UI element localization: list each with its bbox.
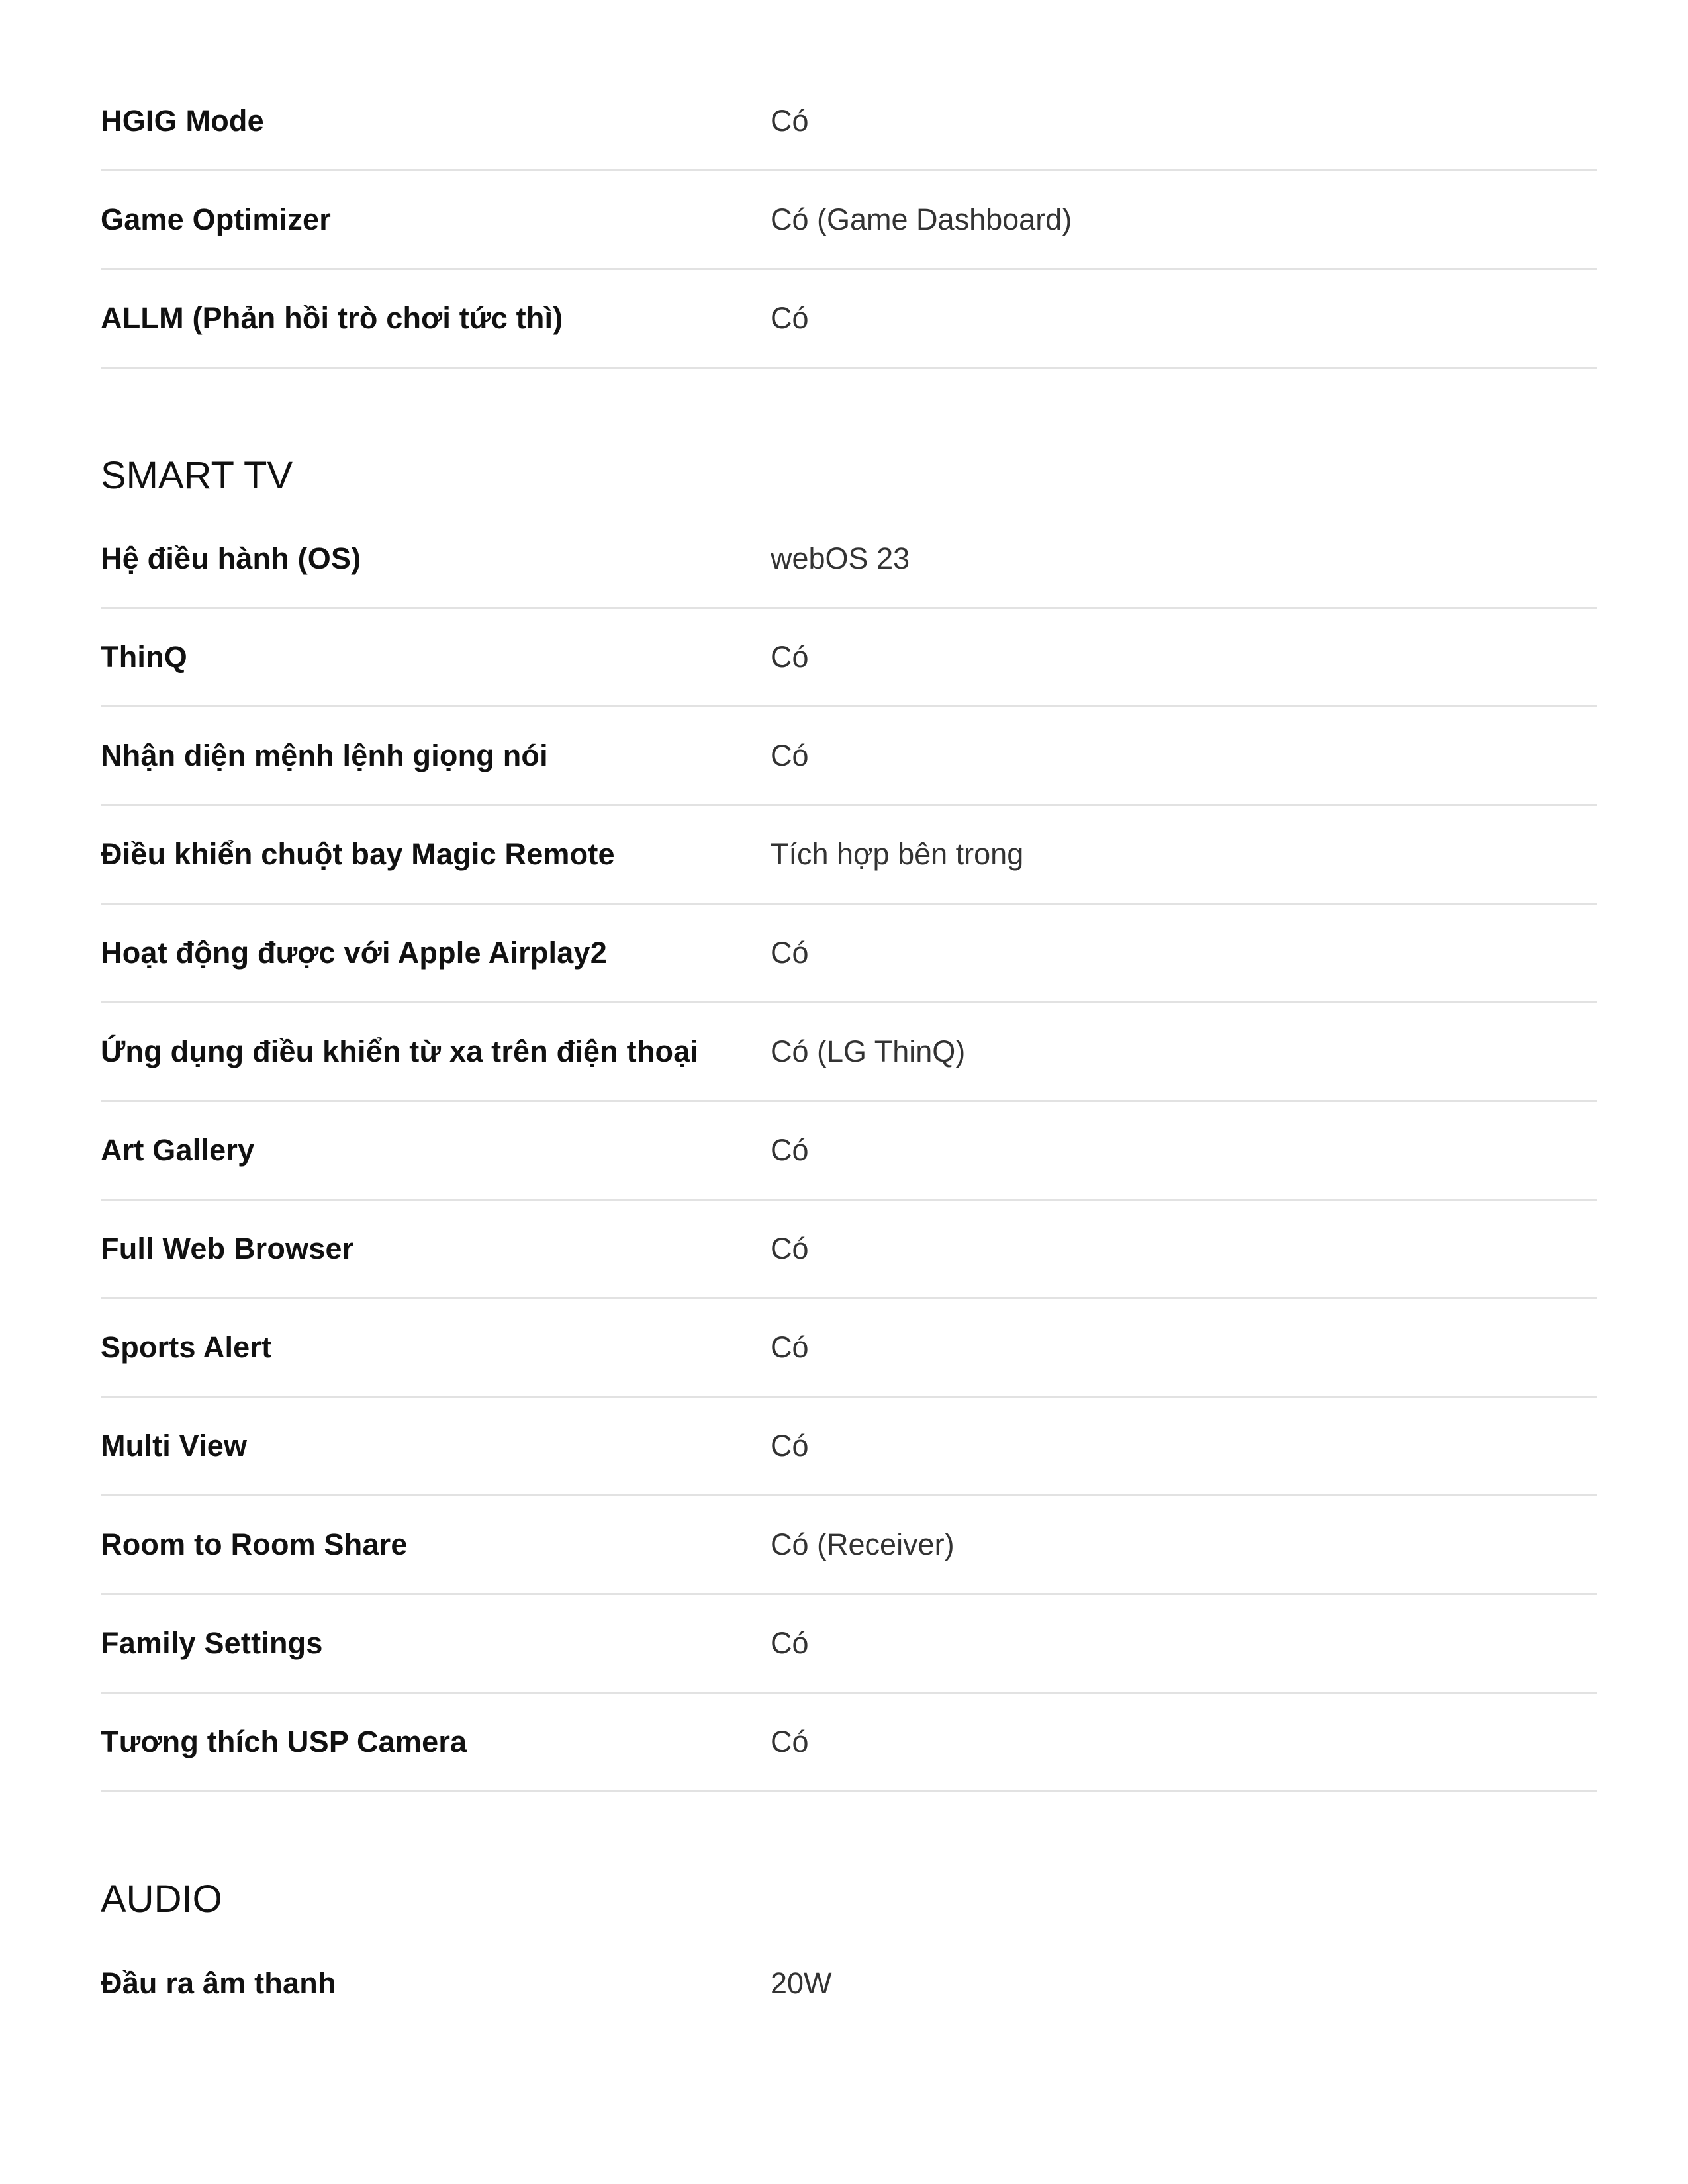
spec-row-web-browser	[101, 1201, 1597, 1299]
audio-spec-table	[101, 1934, 1597, 2032]
spec-label: Full Web Browser	[101, 1232, 354, 1265]
spec-value: Có (LG ThinQ)	[771, 1034, 966, 1068]
spec-sheet	[101, 73, 1597, 2032]
spec-row-hgig-mode	[101, 73, 1597, 171]
spec-value: 20W	[771, 1966, 832, 2000]
spec-label: Game Optimizer	[101, 203, 331, 236]
spec-label: Family Settings	[101, 1626, 323, 1660]
spec-label: Hoạt động được với Apple Airplay2	[101, 936, 607, 970]
spec-row-family-settings	[101, 1595, 1597, 1694]
spec-row-sports-alert	[101, 1299, 1597, 1398]
spec-value: Có	[771, 1725, 809, 1758]
spec-row-game-optimizer	[101, 171, 1597, 270]
spec-row-allm	[101, 270, 1597, 369]
spec-value: Có	[771, 1232, 809, 1265]
spec-row-multi-view	[101, 1398, 1597, 1496]
spec-label: Ứng dụng điều khiển từ xa trên điện thoại	[101, 1034, 699, 1068]
spec-label: Điều khiển chuột bay Magic Remote	[101, 837, 615, 871]
spec-row-usp-camera	[101, 1694, 1597, 1792]
spec-value: Có	[771, 640, 809, 674]
spec-value: Có	[771, 1330, 809, 1364]
spec-value: Có	[771, 104, 809, 138]
spec-value: Có	[771, 1626, 809, 1660]
spec-row-mobile-remote-app	[101, 1003, 1597, 1102]
spec-label: ALLM (Phản hồi trò chơi tức thì)	[101, 301, 563, 335]
spec-value: webOS 23	[771, 541, 910, 575]
spec-label: ThinQ	[101, 640, 187, 674]
spec-value: Có (Receiver)	[771, 1527, 955, 1561]
spec-label: Tương thích USP Camera	[101, 1725, 467, 1758]
spec-value: Có	[771, 739, 809, 772]
spec-value: Có	[771, 301, 809, 335]
section-title-smart-tv: SMART TV	[101, 454, 293, 497]
game-spec-table	[101, 73, 1597, 369]
spec-value: Có	[771, 1429, 809, 1463]
spec-row-room-to-room-share	[101, 1496, 1597, 1595]
spec-label: Sports Alert	[101, 1330, 272, 1364]
spec-label: Multi View	[101, 1429, 248, 1463]
spec-label: Room to Room Share	[101, 1527, 408, 1561]
spec-value: Tích hợp bên trong	[771, 837, 1024, 871]
spec-value: Có (Game Dashboard)	[771, 203, 1072, 236]
spec-row-airplay2	[101, 905, 1597, 1003]
spec-label: Art Gallery	[101, 1133, 255, 1167]
spec-row-voice-recognition	[101, 707, 1597, 806]
spec-label: HGIG Mode	[101, 104, 264, 138]
spec-label: Đầu ra âm thanh	[101, 1966, 336, 2000]
spec-label: Hệ điều hành (OS)	[101, 541, 361, 575]
spec-value: Có	[771, 936, 809, 970]
spec-row-magic-remote	[101, 806, 1597, 905]
spec-row-audio-output	[101, 1934, 1597, 2032]
spec-value: Có	[771, 1133, 809, 1167]
smart-tv-spec-table	[101, 510, 1597, 1792]
spec-row-thinq	[101, 609, 1597, 707]
spec-row-os	[101, 510, 1597, 609]
section-title-audio: AUDIO	[101, 1878, 222, 1921]
spec-label: Nhận diện mệnh lệnh giọng nói	[101, 739, 548, 772]
spec-row-art-gallery	[101, 1102, 1597, 1201]
